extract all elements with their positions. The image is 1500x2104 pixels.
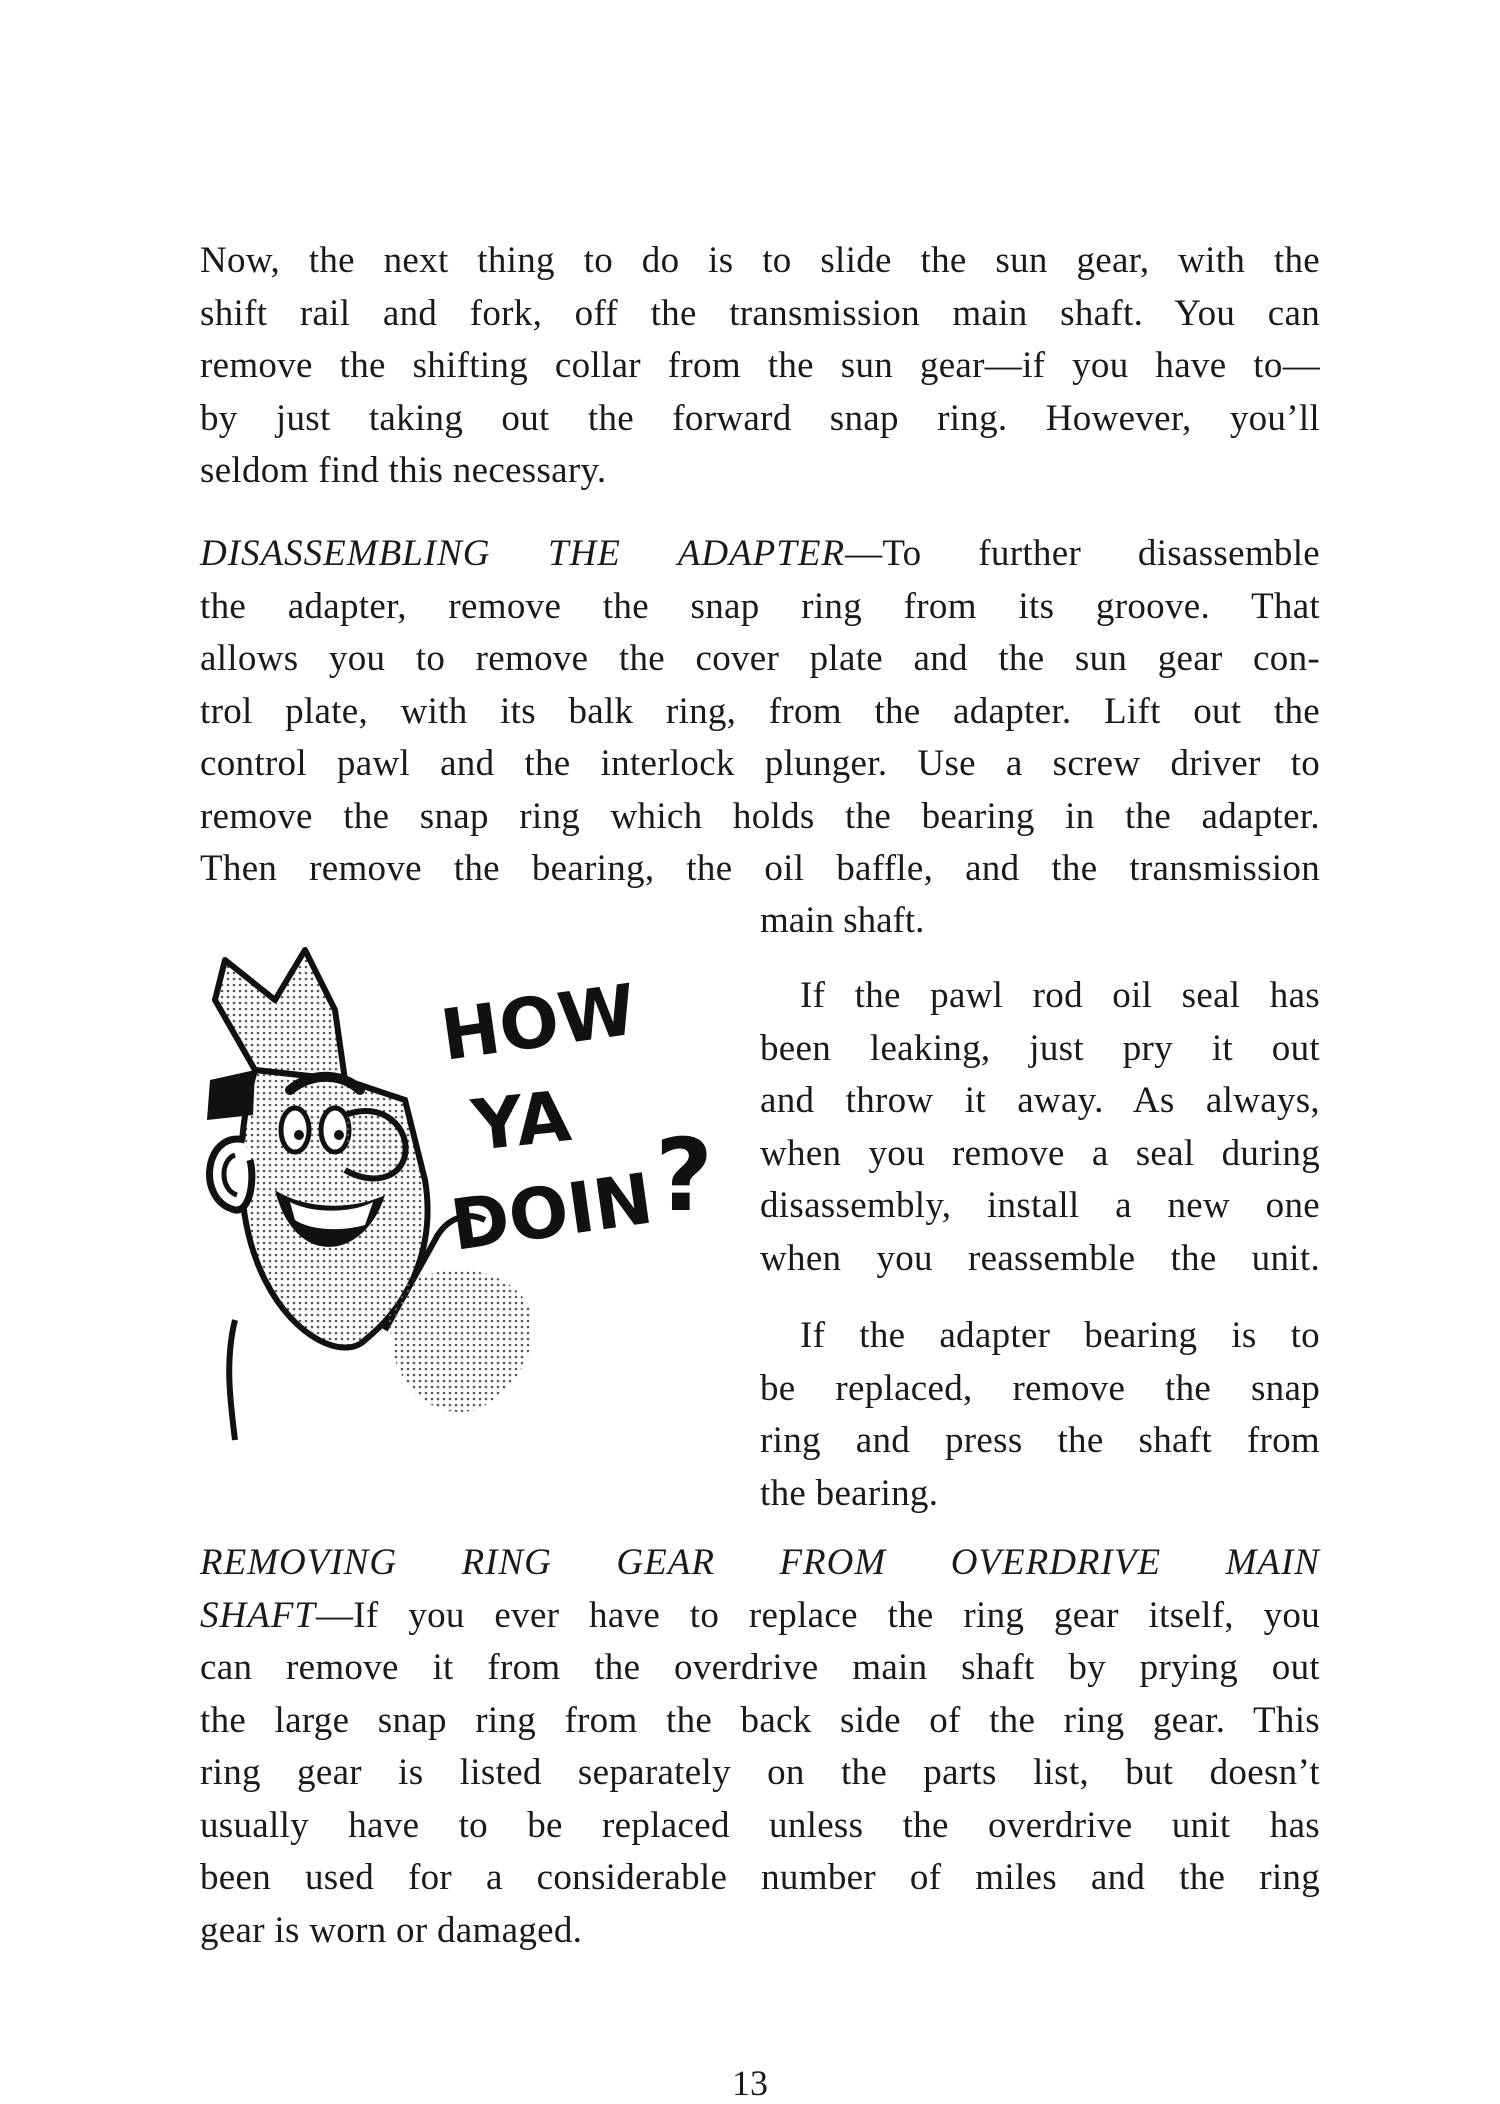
text-line: the adapter, remove the snap ring from its groove. That — [200, 585, 1320, 627]
text-line: and throw it away. As always, — [760, 1080, 1320, 1121]
page-number: 13 — [732, 2063, 768, 2103]
text-line: disassembly, install a new one — [760, 1185, 1320, 1226]
text-line: control pawl and the interlock plunger. Use a screw driver to — [200, 743, 1320, 784]
hand-shading — [385, 1270, 533, 1412]
text-line: been leaking, just pry it out — [760, 1027, 1320, 1069]
text-line: by just taking out the forward snap ring. However, you’ll — [200, 397, 1320, 439]
hair-shape — [207, 1070, 255, 1120]
text-fragment: —To further disassemble — [845, 533, 1321, 574]
ear-shape — [210, 1139, 252, 1210]
text-line: the large snap ring from the back side of the ring gear. This — [200, 1699, 1320, 1741]
text-line: allows you to remove the cover plate and the sun gear con- — [200, 638, 1320, 679]
text-line: main shaft. — [760, 900, 925, 941]
cartoon-illustration — [195, 940, 735, 1460]
text-line — [200, 1590, 1320, 1643]
cartoon-speech-text — [436, 968, 713, 1266]
section-heading-disassembling-adapter: DISASSEMBLING THE ADAPTER — [200, 533, 846, 574]
text-line: when you reassemble the unit. — [760, 1237, 1320, 1279]
paragraph-pawl-rod-seal — [760, 970, 1320, 1285]
text-line: trol plate, with its balk ring, from the adapter. Lift out the — [200, 690, 1320, 732]
text-line: can remove it from the overdrive main shaft by prying out — [200, 1647, 1320, 1688]
text-line: when you remove a seal during — [760, 1132, 1320, 1174]
text-line: remove the snap ring which holds the bearing in the adapter. — [200, 795, 1320, 837]
text-line: If the pawl rod oil seal has — [800, 975, 1320, 1016]
text-fragment: —If you ever have to replace the ring gear itself, you — [316, 1594, 1320, 1636]
text-line: usually have to be replaced unless the overdrive unit has — [200, 1804, 1320, 1846]
text-line: ring gear is listed separately on the parts list, but doesn’t — [200, 1752, 1320, 1793]
text-line: ring and press the shaft from — [760, 1420, 1320, 1461]
text-line: gear is worn or damaged. — [200, 1909, 583, 1951]
paragraph-disassembling-adapter — [200, 528, 1320, 896]
text-line: remove the shifting collar from the sun gear—if you have to— — [200, 345, 1320, 386]
text-line: shift rail and fork, off the transmission main shaft. You can — [200, 292, 1320, 334]
section-heading-removing-ring-gear: REMOVING RING GEAR FROM OVERDRIVE MAIN — [200, 1542, 1320, 1583]
cartoon-word-how: HOW — [435, 968, 641, 1077]
paragraph-removing-ring-gear — [200, 1537, 1320, 1957]
nose-shape — [345, 1111, 406, 1178]
text-line: be replaced, remove the snap — [760, 1367, 1320, 1409]
eye-right — [321, 1108, 349, 1152]
text-line: the bearing. — [760, 1472, 939, 1514]
text-line: Now, the next thing to do is to slide the sun gear, with the — [200, 240, 1320, 281]
section-heading-continued: SHAFT — [200, 1594, 316, 1636]
cartoon-question-mark: ? — [655, 1117, 714, 1234]
text-line: seldom find this necessary. — [200, 450, 607, 491]
cartoon-word-ya: YA — [468, 1075, 575, 1167]
paragraph-sun-gear — [200, 235, 1320, 498]
cartoon-word-doin: DOIN — [445, 1157, 658, 1267]
hat-shape — [215, 950, 345, 1080]
text-line: Then remove the bearing, the oil baffle, and the transmission — [200, 848, 1320, 889]
text-line — [200, 528, 1320, 581]
text-line: been used for a considerable number of miles and the ring — [200, 1857, 1320, 1898]
paragraph-adapter-bearing — [760, 1310, 1320, 1520]
body-line — [229, 1320, 235, 1440]
text-line: If the adapter bearing is to — [800, 1315, 1320, 1356]
eye-left — [281, 1108, 309, 1152]
